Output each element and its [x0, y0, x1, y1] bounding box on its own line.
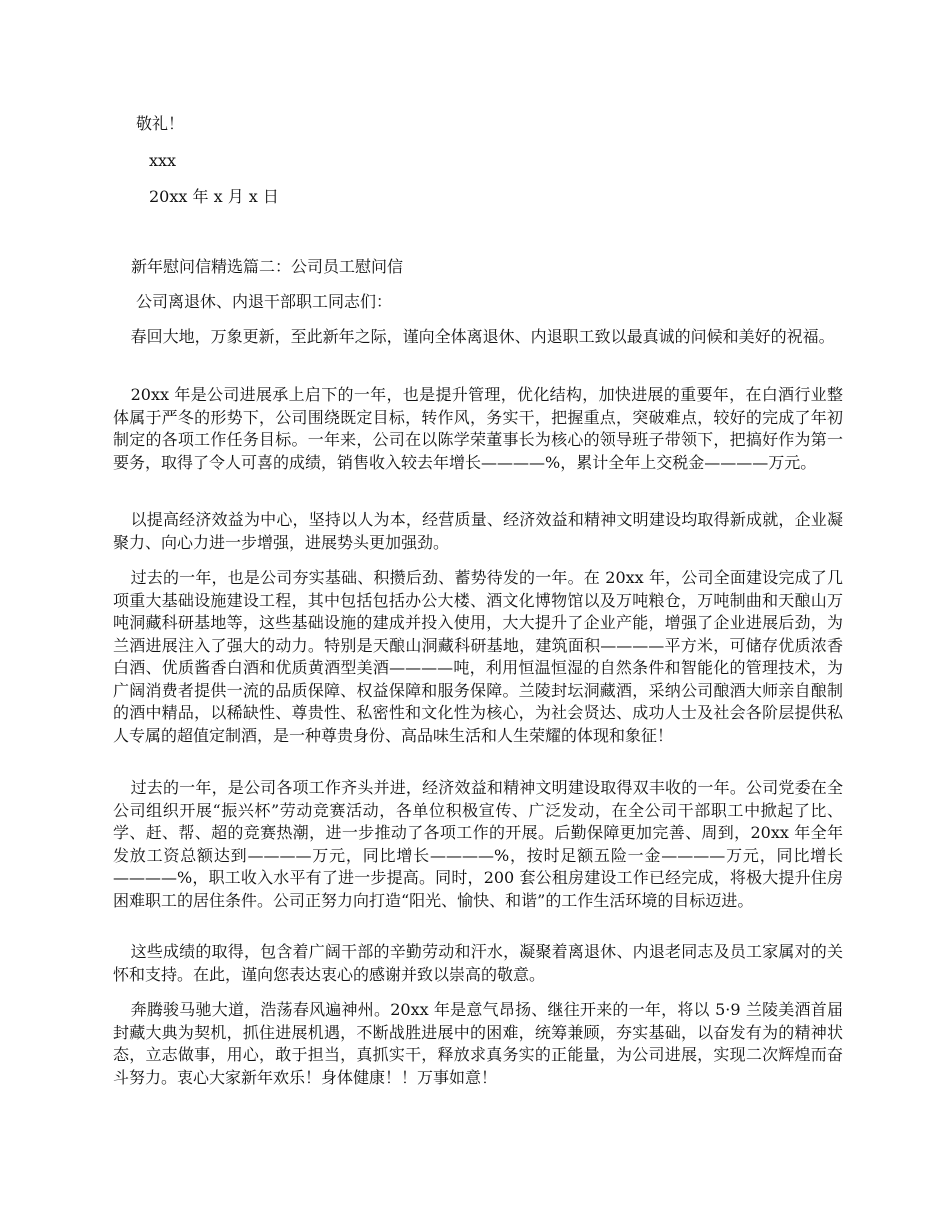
article-greeting: 公司离退休、内退干部职工同志们：: [136, 292, 393, 311]
paragraph-5: 过去的一年，是公司各项工作齐头并进，经济效益和精神文明建设取得双丰收的一年。公司党委在全公司组织开展“振兴杯”劳动竞赛活动，各单位积极宣传、广泛发动，在全公司干部职工中掀起了比、学、赶、帮、超的竞赛热潮，进一步推动了各项工作的开展。后勤保障更加完善、周到，20xx 年全年发放工资总额达到————万元，同比增长————%，按时足额五险一金————万元，同比增长————%，职工收入水平有了进一步提高。同时，200 套公租房建设工作已经完成，将极大提升住房困难职工的居住条件。公司正努力向打造“阳光、愉快、和谐”的工作生活环境的目标迈进。: [113, 778, 843, 910]
closing-date: 20xx 年 x 月 x 日: [149, 187, 279, 206]
paragraph-3: 以提高经济效益为中心，坚持以人为本，经营质量、经济效益和精神文明建设均取得新成就，企业凝聚力、向心力进一步增强，进展势头更加强劲。: [113, 510, 843, 552]
paragraph-7: 奔腾骏马驰大道，浩荡春风遍神州。20xx 年是意气昂扬、继往开来的一年，将以 5·9 兰陵美酒首届封藏大典为契机，抓住进展机遇，不断战胜进展中的困难，统筹兼顾，夯实基础，以奋发有为的精神状态，立志做事，用心，敢于担当，真抓实干，释放求真务实的正能量，为公司进展，实现二次辉煌而奋斗努力。衷心大家新年欢乐！身体健康！！万事如意！: [113, 1000, 843, 1087]
paragraph-1: 春回大地，万象更新，至此新年之际，谨向全体离退休、内退职工致以最真诚的问候和美好的祝福。: [130, 327, 835, 346]
closing-salute: 敬礼！: [136, 114, 185, 133]
article-title: 新年慰问信精选篇二：公司员工慰问信: [131, 257, 404, 276]
paragraph-6: 这些成绩的取得，包含着广阔干部的辛勤劳动和汗水，凝聚着离退休、内退老同志及员工家属对的关怀和支持。在此，谨向您表达衷心的感谢并致以崇高的敬意。: [113, 942, 843, 984]
closing-signer: xxx: [149, 151, 177, 170]
paragraph-4: 过去的一年，也是公司夯实基础、积攒后劲、蓄势待发的一年。在 20xx 年，公司全面建设完成了几项重大基础设施建设工程，其中包括包括办公大楼、酒文化博物馆以及万吨粮仓，万吨制曲和天酿山万吨洞藏科研基地等，这些基础设施的建成并投入使用，大大提升了企业产能，增强了企业进展后劲，为兰酒进展注入了强大的动力。特别是天酿山洞藏科研基地，建筑面积————平方米，可储存优质浓香白酒、优质酱香白酒和优质黄酒型美酒————吨，利用恒温恒湿的自然条件和智能化的管理技术，为广阔消费者提供一流的品质保障、权益保障和服务保障。兰陵封坛洞藏酒，采纳公司酿酒大师亲自酿制的酒中精品，以稀缺性、尊贵性、私密性和文化性为核心，为社会贤达、成功人士及社会各阶层提供私人专属的超值定制酒，是一种尊贵身份、高品味生活和人生荣耀的体现和象征！: [113, 568, 843, 745]
paragraph-2: 20xx 年是公司进展承上启下的一年，也是提升管理，优化结构，加快进展的重要年，在白酒行业整体属于严冬的形势下，公司围绕既定目标，转作风，务实干，把握重点，突破难点，较好的完成了年初制定的各项工作任务目标。一年来，公司在以陈学荣董事长为核心的领导班子带领下，把搞好作为第一要务，取得了令人可喜的成绩，销售收入较去年增长————%，累计全年上交税金————万元。: [113, 385, 843, 472]
